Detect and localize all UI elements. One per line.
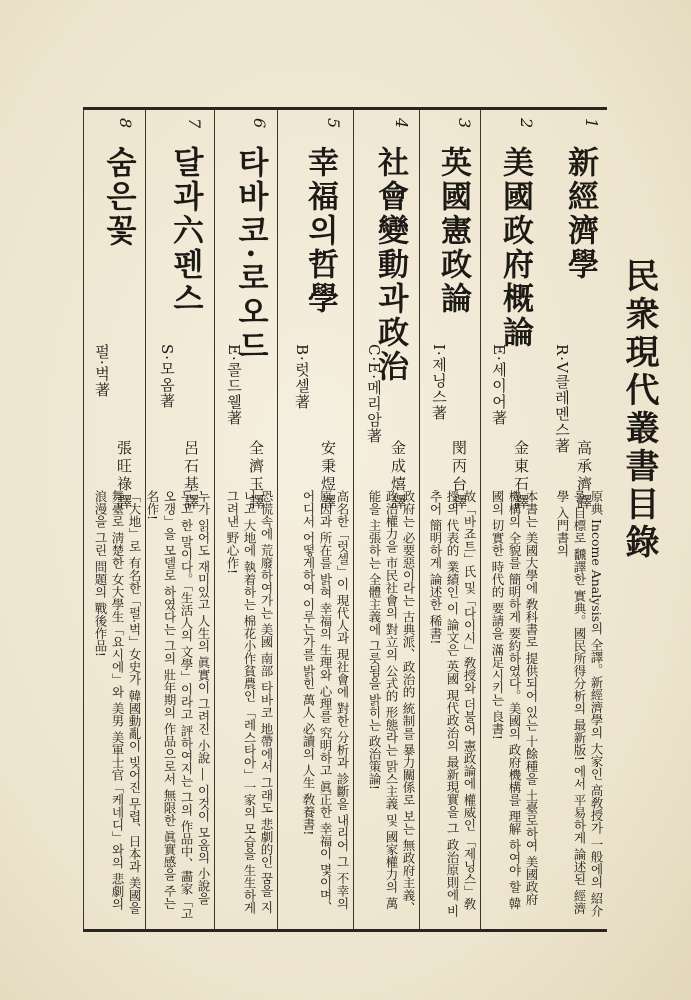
entry-translator: 高承濟譯 bbox=[575, 440, 593, 512]
entry-author: E·콜드웰著 bbox=[225, 344, 243, 426]
book-entry bbox=[83, 110, 145, 929]
entry-description: 政府는 必要惡이라는 古典派、政治的 統制를 暴力關係로 보는 無政府主義、政治權力을 市民社會의 對立의 公式的 形態라는 맑스主義 및 國家權力의 萬能을 主張하는 全體主義에 그릇됨을 밝히는 政治策論! bbox=[367, 490, 416, 914]
entry-description: 「大地」로 有名한「펄·벅」女史가 韓國動亂이 빚어진 무렵、日本과 美國을 舞臺로 淸楚한 女大學生「요시에」와 美男 美軍士官「케네디」와의 悲劇의 浪漫을 그린 問題의 戰後作品! bbox=[93, 490, 142, 914]
entry-number: 4 bbox=[392, 118, 411, 129]
book-entry bbox=[480, 110, 542, 929]
entry-translator: 張旺祿譯 bbox=[115, 440, 133, 512]
entry-number: 1 bbox=[582, 118, 601, 129]
entry-translator: 金東石譯 bbox=[512, 440, 530, 512]
book-entry bbox=[145, 110, 214, 929]
entry-author: C·E·메리암著 bbox=[365, 344, 383, 444]
book-entry bbox=[419, 110, 480, 929]
entry-translator: 閔丙台譯 bbox=[450, 440, 468, 512]
entry-description: 누가 읽어도 재미있고 人生의 眞實이 그려진 小說 ― 이것이 모옴의 小說을 두고 한 말이다。「生活人의 文學」이라고 評하여지는 그의 作品中、畵家「고오갱」을 모델로 하였다는 그의 壯年期의 作品으로서 無限한 眞實感을 주는 名作! bbox=[145, 490, 211, 921]
entry-title: 新經濟學 bbox=[562, 146, 598, 282]
entry-translator: 安秉煜譯 bbox=[319, 440, 337, 512]
entry-number: 6 bbox=[250, 118, 269, 129]
entry-description: 故「바죠트」氏 및「다이시」敎授와 더불어 憲政論에 權威인 「제닝스」敎授의 代表的 業績인 이 論文은 英國 現代政治의 最新現實을 그 政治原則에 비추어 簡明하게 論述한 稀書! bbox=[428, 490, 477, 918]
entry-title: 幸福의哲學 bbox=[302, 146, 338, 316]
entry-description: 本書는 美國大學에 敎科書로 提供되어 있는 十餘種을 土臺로하여 美國政府 機構의 全貌를 簡明하게 要約하였다。美國의 政府機構를 理解 하여야 할 韓國의 切實한 時代的 要請을 滿足시키는 良書! bbox=[490, 490, 539, 910]
entry-title: 美國政府概論 bbox=[497, 146, 533, 350]
entry-author: E·세이어著 bbox=[490, 344, 508, 426]
entry-number: 7 bbox=[185, 118, 204, 129]
entry-author: B·럿셀著 bbox=[293, 344, 311, 410]
entry-translator: 呂石基譯 bbox=[182, 440, 200, 512]
entry-translator: 金成熺譯 bbox=[389, 440, 407, 512]
entry-title: 타바코·로오드 bbox=[232, 146, 268, 364]
entry-description: 原典 Income Analysis의 全譯。新經濟學의 大家인 高敎授가 一般에의 紹介를 目標로 飜譯한 實典。國民所得分析의 最新版! 에서 平易하게 論述된 經濟學 入門書의 bbox=[555, 490, 604, 917]
entry-title: 숨은꽃 bbox=[100, 146, 136, 248]
entry-title: 英國憲政論 bbox=[435, 146, 471, 316]
book-entry bbox=[542, 110, 607, 929]
series-title: 民衆現代叢書目錄 bbox=[619, 258, 659, 562]
entry-description: 恐慌속에 荒廢하여가는 美國 南部 타바코 地帶에서 그래도 悲劇的인 꿈을 지니고 大地에 執着하는 棉花小作貧農인 「레스타아」一家의 모습을 生生하게 그려낸 野心作! bbox=[225, 490, 274, 914]
entry-translator: 全濟玉譯 bbox=[247, 440, 265, 512]
entry-number: 3 bbox=[455, 118, 474, 129]
book-entry bbox=[214, 110, 277, 929]
entry-author: 펄·벅著 bbox=[93, 344, 111, 398]
entry-number: 2 bbox=[517, 118, 536, 129]
entry-author: I·제닝스著 bbox=[430, 344, 448, 421]
book-entry bbox=[277, 110, 353, 929]
entry-number: 8 bbox=[116, 118, 135, 129]
entry-title: 달과六펜스 bbox=[167, 146, 203, 316]
entry-number: 5 bbox=[324, 118, 343, 129]
entry-title: 社會變動과政治 bbox=[372, 146, 408, 384]
catalog-table bbox=[83, 107, 607, 932]
entry-author: S·모옴著 bbox=[158, 344, 176, 410]
entry-description: 高名한「럿셀」이 現代人과 現社會에 對한 分析과 診斷을 내리어 그 不幸의 原因과 所在를 밝혀 幸福의 生理와 心理를 究明하고 眞正한 幸福이 몇이며、어디서 어떻게하여 이루는가를 밝힌 萬人 必讀의 人生 敎養書! bbox=[301, 490, 350, 914]
book-entry bbox=[353, 110, 419, 929]
entry-author: R·V클레멘스著 bbox=[553, 344, 571, 454]
